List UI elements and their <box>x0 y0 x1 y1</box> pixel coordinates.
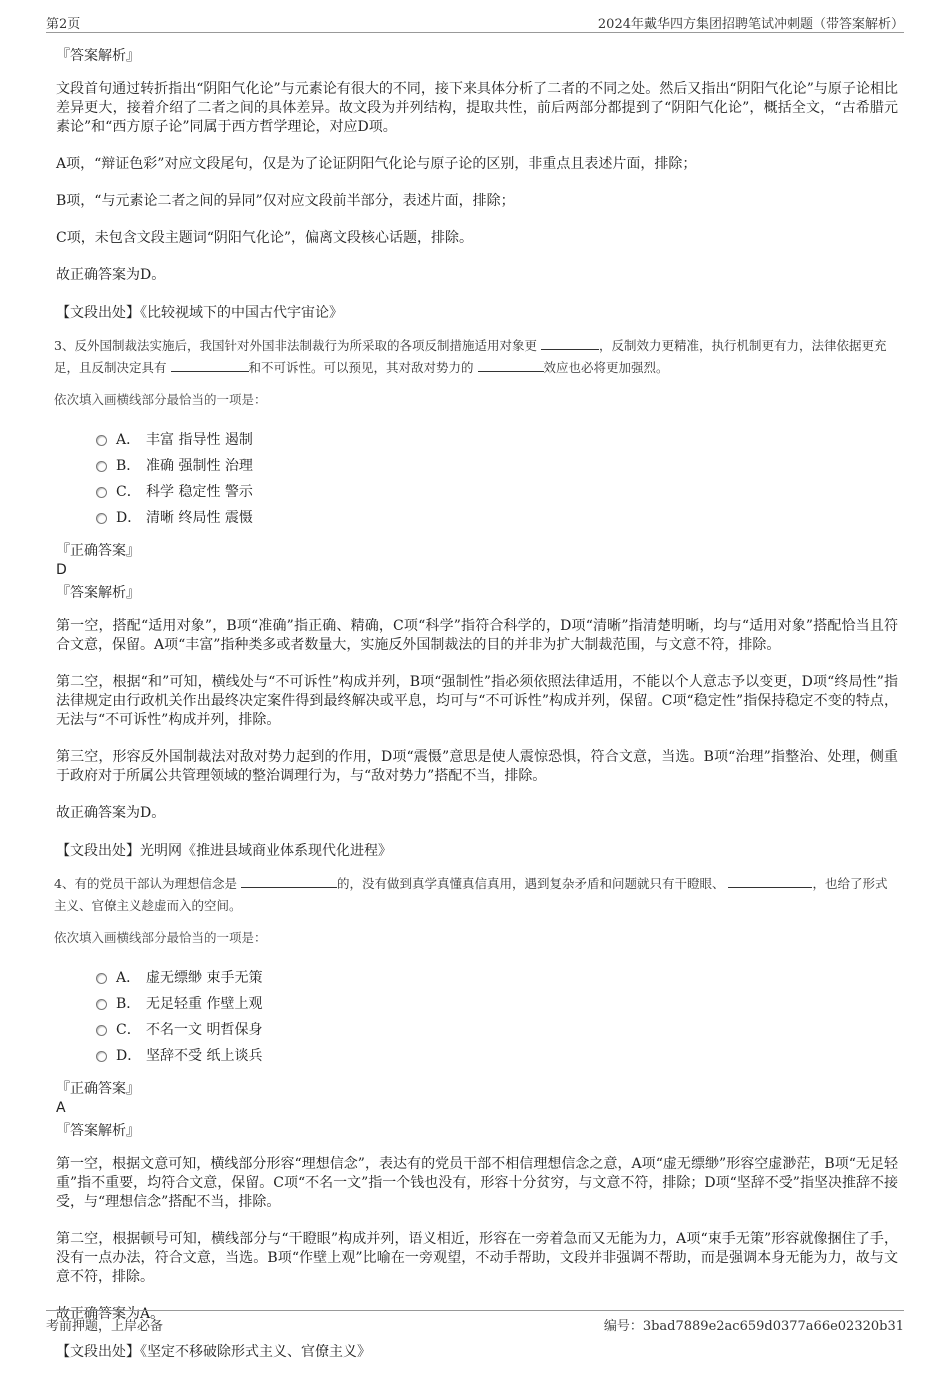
footer-slogan: 考前押题，上岸必备 <box>46 1319 164 1334</box>
option-d[interactable] <box>96 505 898 531</box>
question-prompt: 依次填入画横线部分最恰当的一项是： <box>54 930 267 945</box>
option-c[interactable] <box>96 1017 898 1043</box>
radio-button[interactable] <box>96 999 107 1010</box>
analysis-tag: 『答案解析』 <box>56 48 140 64</box>
question-text-part: 效应也必将更加强烈。 <box>543 360 669 375</box>
source-label: 【文段出处】 <box>56 843 140 859</box>
option-text: 丰富 指导性 遏制 <box>146 432 253 448</box>
page-number: 第2页 <box>46 17 81 32</box>
option-text: 准确 强制性 治理 <box>146 458 253 474</box>
option-letter: D． <box>116 510 142 526</box>
analysis-tag: 『答案解析』 <box>56 585 140 601</box>
correct-answer-tag: 『正确答案』 <box>56 1081 140 1097</box>
analysis-paragraph: 第二空，根据“和”可知，横线处与“不可诉性”构成并列，B项“强制性”指必须依照法律适用，不能以个人意志予以变更，D项“终局性”指法律规定由行政机关作出最终决定案件得到最终解决或平息，均可与“不可诉性”构成并列，保留。C项“稳定性”指保持稳定不变的特点，无法与“不可诉性”构成并列，排除。 <box>56 674 898 728</box>
radio-button[interactable] <box>96 1025 107 1036</box>
option-a[interactable] <box>96 427 898 453</box>
option-d[interactable] <box>96 1043 898 1069</box>
option-text: 虚无缥缈 束手无策 <box>146 970 263 986</box>
analysis-conclusion: 故正确答案为D。 <box>56 267 166 283</box>
analysis-paragraph: B项，“与元素论二者之间的异同”仅对应文段前半部分，表述片面，排除； <box>56 193 515 209</box>
radio-button[interactable] <box>96 973 107 984</box>
source-line <box>56 303 898 323</box>
document-id: 编号：3bad7889e2ac659d0377a66e02320b31 <box>603 1319 904 1334</box>
correct-answer-tag: 『正确答案』 <box>56 543 140 559</box>
option-c[interactable] <box>96 479 898 505</box>
source-text: 光明网《推进县域商业体系现代化进程》 <box>140 843 392 859</box>
option-text: 坚辞不受 纸上谈兵 <box>146 1048 263 1064</box>
fill-blank <box>241 875 337 888</box>
radio-button[interactable] <box>96 1051 107 1062</box>
analysis-conclusion: 故正确答案为A。 <box>56 1306 165 1322</box>
page-footer <box>46 1310 904 1335</box>
option-letter: C． <box>116 1022 141 1038</box>
option-letter: C． <box>116 484 141 500</box>
source-label: 【文段出处】 <box>56 305 140 321</box>
option-letter: A． <box>116 432 141 448</box>
question-text-part: ，反制效力更精准，执行机制更有力，法律依据更充足，且反制决定具有 <box>54 338 887 375</box>
question-text-part: 4、有的党员干部认为理想信念是 <box>54 876 237 891</box>
option-list <box>96 965 898 1069</box>
fill-blank <box>728 875 812 888</box>
correct-answer: A <box>56 1100 66 1116</box>
analysis-paragraph: 文段首句通过转折指出“阴阳气化论”与元素论有很大的不同，接下来具体分析了二者的不同之处。然后又指出“阴阳气化论”与原子论相比差异更大，接着介绍了二者之间的具体差异。故文段为并列结构，提取共性，前后两部分都提到了“阴阳气化论”，概括全文，“古希腊元素论”和“西方原子论”同属于西方哲学理论，对应D项。 <box>56 81 898 135</box>
option-text: 不名一文 明哲保身 <box>146 1022 263 1038</box>
radio-button[interactable] <box>96 487 107 498</box>
analysis-paragraph: 第二空，根据顿号可知，横线部分与“干瞪眼”构成并列，语义相近，形容在一旁着急而又无能为力，A项“束手无策”形容就像捆住了手，没有一点办法，符合文意，当选。B项“作壁上观”比喻在一旁观望，不动手帮助，文段并非强调不帮助，而是强调本身无能为力，故与文意不符，排除。 <box>56 1231 898 1285</box>
analysis-tag: 『答案解析』 <box>56 1123 140 1139</box>
option-letter: B． <box>116 458 141 474</box>
question-text-part: ，也给了形式主义、官僚主义趁虚而入的空间。 <box>54 876 888 913</box>
source-line <box>56 1342 898 1362</box>
document-title: 2024年戴华四方集团招聘笔试冲刺题（带答案解析） <box>597 17 904 32</box>
source-text: 《比较视域下的中国古代宇宙论》 <box>140 305 343 321</box>
analysis-paragraph: C项，未包含文段主题词“阴阳气化论”，偏离文段核心话题，排除。 <box>56 230 474 246</box>
analysis-paragraph: 第一空，搭配“适用对象”，B项“准确”指正确、精确，C项“科学”指符合科学的，D项“清晰”指清楚明晰，均与“适用对象”搭配恰当且符合文意，保留。A项“丰富”指种类多或者数量大，实施反外国制裁法的目的并非为扩大制裁范围，与文意不符，排除。 <box>56 618 898 653</box>
radio-button[interactable] <box>96 513 107 524</box>
option-text: 科学 稳定性 警示 <box>146 484 253 500</box>
source-label: 【文段出处】 <box>56 1344 140 1360</box>
analysis-paragraph: A项，“辩证色彩”对应文段尾句，仅是为了论证阴阳气化论与原子论的区别，非重点且表述片面，排除； <box>56 156 697 172</box>
source-line <box>56 841 898 861</box>
option-text: 无足轻重 作壁上观 <box>146 996 263 1012</box>
source-text: 《坚定不移破除形式主义、官僚主义》 <box>140 1344 371 1360</box>
option-a[interactable] <box>96 965 898 991</box>
option-text: 清晰 终局性 震慑 <box>146 510 253 526</box>
analysis-paragraph: 第三空，形容反外国制裁法对敌对势力起到的作用，D项“震慑”意思是使人震惊恐惧，符合文意，当选。B项“治理”指整治、处理，侧重于政府对于所属公共管理领域的整治调理行为，与“敌对势力”搭配不当，排除。 <box>56 749 898 784</box>
correct-answer: D <box>56 562 67 578</box>
option-letter: B． <box>116 996 141 1012</box>
page-header <box>46 10 904 33</box>
analysis-paragraph: 第一空，根据文意可知，横线部分形容“理想信念”，表达有的党员干部不相信理想信念之意，A项“虚无缥缈”形容空虚渺茫，B项“无足轻重”指不重要，均符合文意，保留。C项“不名一文”指一个钱也没有，形容十分贫穷，与文意不符，排除；D项“坚辞不受”指坚决推辞不接受，与“理想信念”搭配不当，排除。 <box>56 1156 898 1210</box>
radio-button[interactable] <box>96 461 107 472</box>
question-4-text <box>54 873 898 917</box>
option-letter: D． <box>116 1048 142 1064</box>
question-3-text <box>54 335 898 379</box>
fill-blank <box>171 359 249 372</box>
option-list <box>96 427 898 531</box>
question-text-part: 的，没有做到真学真懂真信真用，遇到复杂矛盾和问题就只有干瞪眼、 <box>336 876 725 891</box>
fill-blank <box>541 337 599 350</box>
question-text-part: 3、反外国制裁法实施后，我国针对外国非法制裁行为所采取的各项反制措施适用对象更 <box>54 338 537 353</box>
option-b[interactable] <box>96 991 898 1017</box>
fill-blank <box>478 359 544 372</box>
option-b[interactable] <box>96 453 898 479</box>
question-prompt: 依次填入画横线部分最恰当的一项是： <box>54 392 267 407</box>
page-content <box>56 46 898 1374</box>
option-letter: A． <box>116 970 141 986</box>
question-text-part: 和不可诉性。可以预见，其对敌对势力的 <box>248 360 474 375</box>
analysis-conclusion: 故正确答案为D。 <box>56 805 166 821</box>
radio-button[interactable] <box>96 435 107 446</box>
